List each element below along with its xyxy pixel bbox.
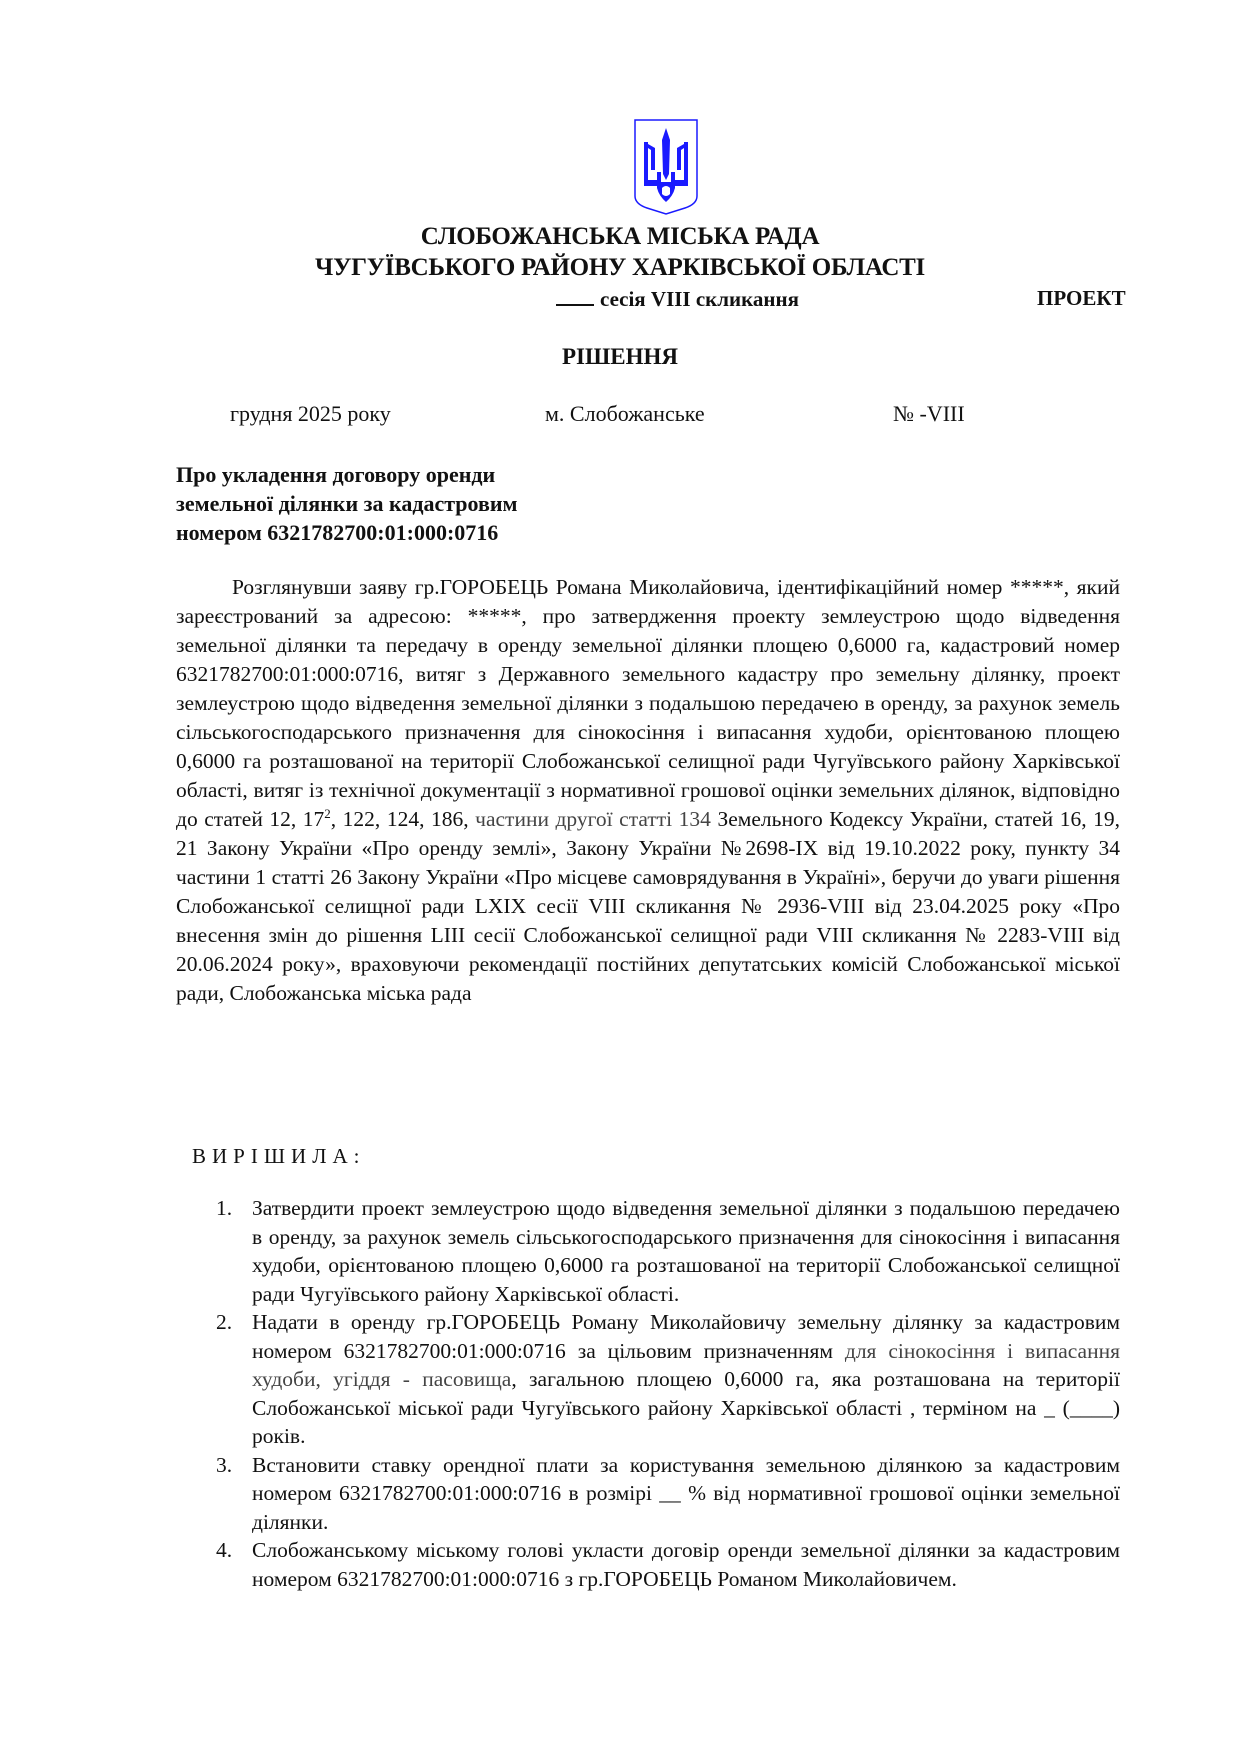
- decision-place: м. Слобожанське: [545, 401, 705, 426]
- resolution-item: 2. Надати в оренду гр.ГОРОБЕЦЬ Роману Миколайовичу земельну ділянку за кадастровим номером 6321782700:01:000:0716 за цільовим призначенням для сінокосіння і випасання худоби, угіддя - пасовища, загальною площею 0,6000 га, яка розташована на території Слобожанської міської ради Чугуївського району Харківської області , терміном на _ (____) років.: [216, 1310, 1120, 1448]
- draft-label: ПРОЕКТ: [1037, 286, 1126, 310]
- session-line: [556, 286, 799, 312]
- resolution-item: 1. Затвердити проект землеустрою щодо відведення земельної ділянки з подальшою передачею в оренду, за рахунок земель сільськогосподарського призначення для сінокосіння і випасання худоби, орієнтованою площею 0,6000 га розташованої на території Слобожанської селищної ради Чугуївського району Харківської області.: [216, 1196, 1120, 1306]
- preamble-paragraph: Розглянувши заяву гр.ГОРОБЕЦЬ Романа Миколайовича, ідентифікаційний номер *****, який зареєстрований за адресою: *****, про затвердження проекту землеустрою щодо відведення земельної ділянки та передачу в оренду земельної ділянки площею 0,6000 га, кадастровий номер 6321782700:01:000:0716, витяг з Державного земельного кадастру про земельну ділянку, проект землеустрою щодо відведення земельної ділянки з подальшою передачею в оренду, за рахунок земель сільськогосподарського призначення для сінокосіння і випасання худоби, орієнтованою площею 0,6000 га розташованої на території Слобожанської селищної ради Чугуївського району Харківської області, витяг із технічної документації з нормативної грошової оцінки земельних ділянок, відповідно до статей 12, $17^2$, 122, 124, 186, частини другої статті 134 Земельного Кодексу України, статей 16, 19, 21 Закону України «Про оренду землі», Закону України №2698-IX від 19.10.2022 року, пункту 34 частини 1 статті 26 Закону України «Про місцеве самоврядування в Україні», беручи до уваги рішення Слобожанської селищної ради LXIX сесії VIII скликання № 2936-VIII від 23.04.2025 року «Про внесення змін до рішення LIII сесії Слобожанської селищної ради VIII скликання № 2283-VIII від 20.06.2024 року», враховуючи рекомендації постійних депутатських комісій Слобожанської міської ради, Слобожанська міська рада: [176, 575, 1120, 1005]
- subject-line: номером 6321782700:01:000:0716: [176, 520, 499, 545]
- subject-line: земельної ділянки за кадастровим: [176, 491, 518, 516]
- decision-date: грудня 2025 року: [230, 401, 391, 426]
- council-name: СЛОБОЖАНСЬКА МІСЬКА РАДА: [420, 223, 820, 250]
- session-number-blank: [556, 286, 594, 306]
- ukraine-coat-of-arms-icon: [633, 118, 699, 216]
- resolution-item: 4. Слобожанському міському голові укласти договір оренди земельної ділянки за кадастровим номером 6321782700:01:000:0716 з гр.ГОРОБЕЦЬ Романом Миколайовичем.: [216, 1538, 1120, 1591]
- resolved-heading: ВИРІШИЛА:: [192, 1144, 366, 1168]
- decision-number: № -VIII: [893, 401, 965, 426]
- decision-subject: [176, 460, 518, 547]
- decision-title: РІШЕННЯ: [562, 344, 678, 369]
- resolution-item: 3. Встановити ставку орендної плати за користування земельною ділянкою за кадастровим номером 6321782700:01:000:0716 в розмірі __ % від нормативної грошової оцінки земельної ділянки.: [216, 1452, 1120, 1534]
- resolution-items: [176, 1194, 1120, 1593]
- subject-line: Про укладення договору оренди: [176, 462, 496, 487]
- district-line: ЧУГУЇВСЬКОГО РАЙОНУ ХАРКІВСЬКОЇ ОБЛАСТІ: [315, 254, 925, 281]
- session-text: сесія VIII скликання: [600, 287, 799, 311]
